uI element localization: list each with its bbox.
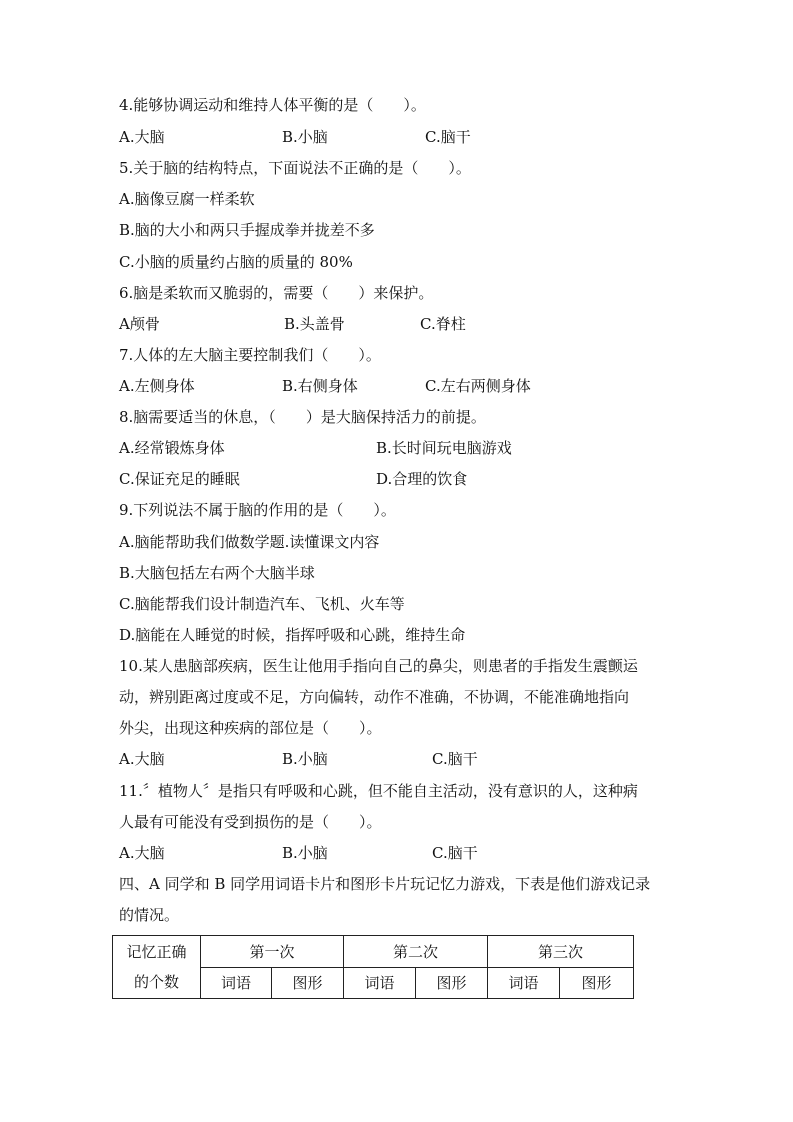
question-11-option-a: A.大脑 [119,844,165,862]
question-7-option-b: B.右侧身体 [282,377,358,395]
question-4-option-b: B.小脑 [282,128,328,146]
question-10-stem-line1: 10.某人患脑部疾病，医生让他用手指向自己的鼻尖，则患者的手指发生震颤运 [119,657,638,675]
question-7-stem: 7.人体的左大脑主要控制我们（ ）。 [119,346,381,364]
question-8-option-d: D.合理的饮食 [376,470,468,488]
question-4-option-a: A.大脑 [119,128,165,146]
table-header-line2: 的个数 [133,973,179,991]
question-4-option-c: C.脑干 [425,128,471,146]
question-8-option-b: B.长时间玩电脑游戏 [376,439,512,457]
table-round-2: 第二次 [344,936,488,968]
question-9-option-a: A.脑能帮助我们做数学题.读懂课文内容 [119,533,380,551]
table-sub-shapes-3: 图形 [560,967,634,999]
section-4-intro-line1: 四、A 同学和 B 同学用词语卡片和图形卡片玩记忆力游戏，下表是他们游戏记录 [119,875,651,893]
question-9-option-b: B.大脑包括左右两个大脑半球 [119,564,315,582]
question-11-stem-line1: 11.〞植物人〞是指只有呼吸和心跳，但不能自主活动，没有意识的人，这种病 [119,782,638,800]
question-10-option-b: B.小脑 [282,750,328,768]
question-11-stem-line2: 人最有可能没有受到损伤的是（ ）。 [119,813,382,831]
question-5-option-c: C.小脑的质量约占脑的质量的 80% [119,253,353,271]
question-9-option-d: D.脑能在人睡觉的时候，指挥呼吸和心跳，维持生命 [119,626,466,644]
table-sub-words-2: 词语 [344,967,416,999]
question-6-option-b: B.头盖骨 [284,315,345,333]
question-6-option-c: C.脊柱 [420,315,466,333]
question-9-stem: 9.下列说法不属于脑的作用的是（ ）。 [119,501,396,519]
question-9-option-c: C.脑能帮我们设计制造汽车、飞机、火车等 [119,595,405,613]
table-sub-shapes-1: 图形 [272,967,344,999]
question-11-option-b: B.小脑 [282,844,328,862]
question-7-option-c: C.左右两侧身体 [425,377,531,395]
section-4-intro-line2: 的情况。 [119,906,180,924]
question-5-stem: 5.关于脑的结构特点，下面说法不正确的是（ ）。 [119,159,471,177]
question-4-stem: 4.能够协调运动和维持人体平衡的是（ ）。 [119,96,426,114]
table-sub-words-1: 词语 [201,967,272,999]
table-round-1: 第一次 [201,936,344,968]
question-8-option-a: A.经常锻炼身体 [119,439,225,457]
question-5-option-b: B.脑的大小和两只手握成拳并拢差不多 [119,221,375,239]
question-10-stem-line2: 动，辨别距离过度或不足，方向偏转，动作不准确，不协调，不能准确地指向 [119,688,630,706]
question-10-option-a: A.大脑 [119,750,165,768]
table-sub-words-3: 词语 [488,967,560,999]
table-header-line1: 记忆正确 [126,943,187,961]
table-sub-shapes-2: 图形 [416,967,488,999]
question-5-option-a: A.脑像豆腐一样柔软 [119,190,255,208]
question-10-option-c: C.脑干 [432,750,478,768]
question-8-option-c: C.保证充足的睡眠 [119,470,240,488]
table-round-3: 第三次 [488,936,634,968]
question-7-option-a: A.左侧身体 [119,377,195,395]
question-10-stem-line3: 外尖，出现这种疾病的部位是（ ）。 [119,719,382,737]
question-8-stem: 8.脑需要适当的休息，（ ）是大脑保持活力的前提。 [119,408,486,426]
table-row-header [113,936,201,999]
memory-record-table [112,935,634,999]
question-11-option-c: C.脑干 [432,844,478,862]
question-6-stem: 6.脑是柔软而又脆弱的，需要（ ）来保护。 [119,284,434,302]
question-6-option-a: A颅骨 [119,315,160,333]
